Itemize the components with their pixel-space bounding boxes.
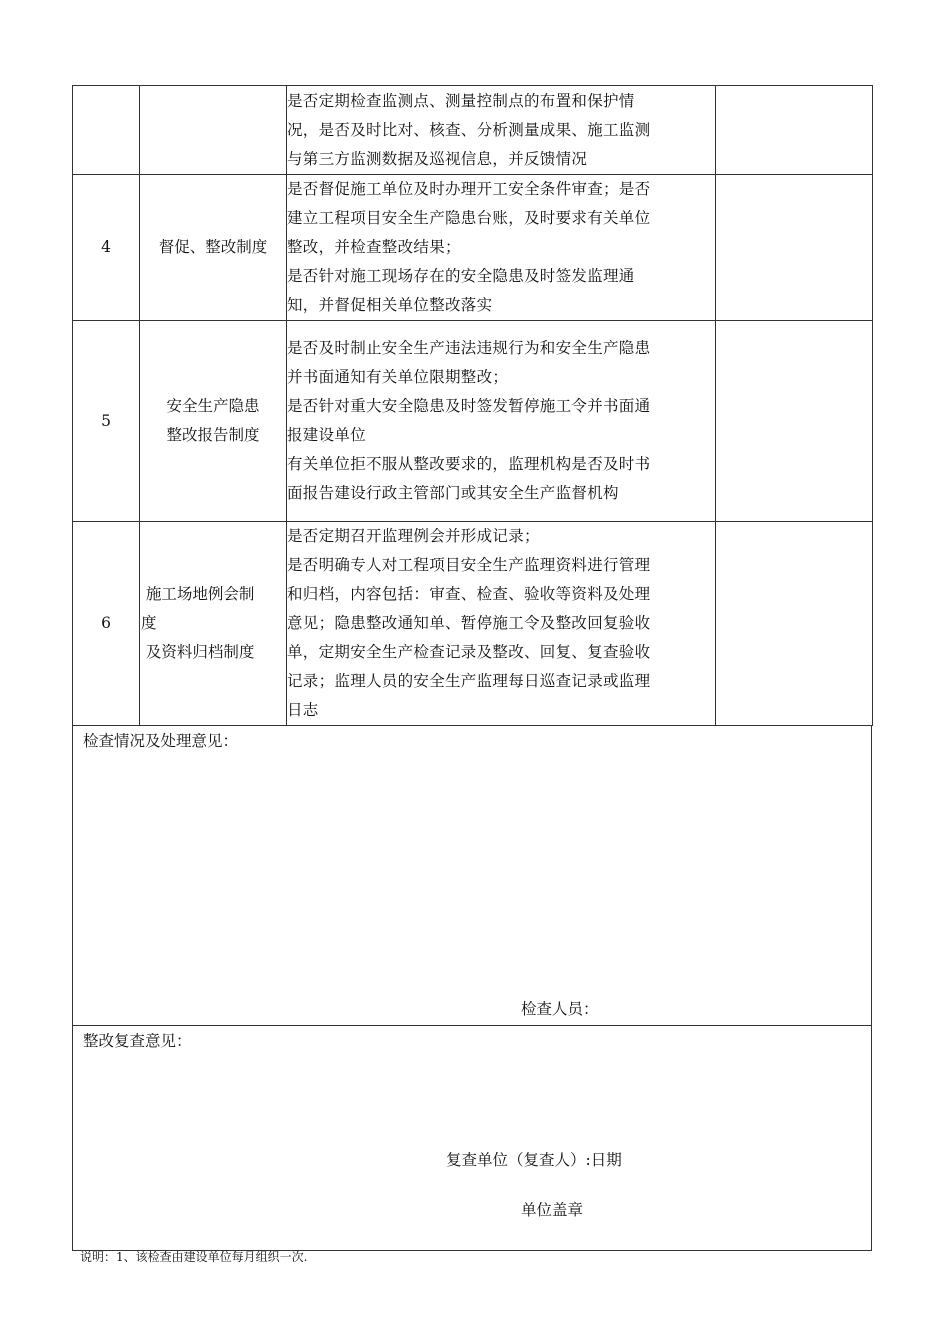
check-content-line: 建立工程项目安全生产隐患台账，及时要求有关单位 — [287, 209, 651, 227]
item-number: 6 — [73, 522, 140, 726]
check-content-line: 是否督促施工单位及时办理开工安全条件审查；是否 — [287, 180, 651, 198]
inspection-opinion-box — [72, 726, 872, 1026]
item-name — [140, 321, 287, 522]
check-content-line: 是否针对施工现场存在的安全隐患及时签发监理通 — [287, 267, 635, 285]
check-content-line: 整改，并检查整改结果； — [287, 238, 461, 256]
inspection-opinion-label: 检查情况及处理意见： — [83, 732, 239, 750]
item-name — [140, 86, 287, 175]
review-opinion-label: 整改复查意见： — [83, 1032, 192, 1050]
check-content-line: 是否及时制止安全生产违法违规行为和安全生产隐患 — [287, 339, 651, 357]
item-number: 4 — [73, 175, 140, 321]
item-number: 5 — [73, 321, 140, 522]
result-cell — [716, 175, 873, 321]
check-content — [287, 86, 716, 175]
table-row — [73, 321, 873, 522]
check-content-line: 单，定期安全生产检查记录及整改、回复、复查验收 — [287, 643, 651, 661]
item-number — [73, 86, 140, 175]
unit-stamp-label: 单位盖章 — [521, 1201, 584, 1219]
check-content-line: 有关单位拒不服从整改要求的，监理机构是否及时书 — [287, 455, 651, 473]
item-name-line: 度 — [141, 614, 157, 632]
check-content-line: 与第三方监测数据及巡视信息，并反馈情况 — [287, 149, 588, 168]
check-content-line: 是否定期召开监理例会并形成记录； — [287, 527, 540, 545]
check-content-line: 面报告建设行政主管部门或其安全生产监督机构 — [287, 484, 619, 502]
table-row — [73, 175, 873, 321]
check-content-line: 是否明确专人对工程项目安全生产监理资料进行管理 — [287, 556, 651, 574]
footnote: 说明：1、该检查由建设单位每月组织一次. — [80, 1250, 308, 1264]
item-name-line: 及资料归档制度 — [141, 643, 255, 661]
check-content-line: 日志 — [287, 701, 319, 719]
item-name-line: 整改报告制度 — [166, 426, 260, 444]
check-content-line: 是否针对重大安全隐患及时签发暂停施工令并书面通 — [287, 397, 651, 415]
inspector-signature-label: 检查人员： — [521, 1000, 599, 1018]
item-name-line: 督促、整改制度 — [158, 238, 268, 256]
table-row — [73, 522, 873, 726]
check-content-line: 记录；监理人员的安全生产监理每日巡查记录或监理 — [287, 672, 651, 690]
check-content-line: 知，并督促相关单位整改落实 — [287, 296, 493, 314]
check-content — [287, 321, 716, 522]
review-opinion-box — [72, 1026, 872, 1251]
result-cell — [716, 86, 873, 175]
item-name-line: 安全生产隐患 — [166, 397, 260, 415]
checklist-table — [72, 85, 873, 726]
check-content-line: 和归档，内容包括：审查、检查、验收等资料及处理 — [287, 585, 651, 603]
check-content — [287, 522, 716, 726]
check-content — [287, 175, 716, 321]
checklist-sheet — [72, 85, 872, 1251]
result-cell — [716, 321, 873, 522]
check-content-line: 是否定期检查监测点、测量控制点的布置和保护情 — [287, 91, 635, 110]
check-content-line: 并书面通知有关单位限期整改； — [287, 368, 509, 386]
check-content-line: 意见；隐患整改通知单、暂停施工令及整改回复验收 — [287, 614, 651, 632]
item-name-line: 施工场地例会制 — [141, 585, 255, 603]
check-content-line: 报建设单位 — [287, 426, 367, 444]
result-cell — [716, 522, 873, 726]
check-content-line: 况，是否及时比对、核查、分析测量成果、施工监测 — [287, 120, 651, 139]
reviewer-date-label: 复查单位（复查人）:日期 — [446, 1151, 622, 1169]
table-row — [73, 86, 873, 175]
item-name — [140, 175, 287, 321]
item-name — [140, 522, 287, 726]
